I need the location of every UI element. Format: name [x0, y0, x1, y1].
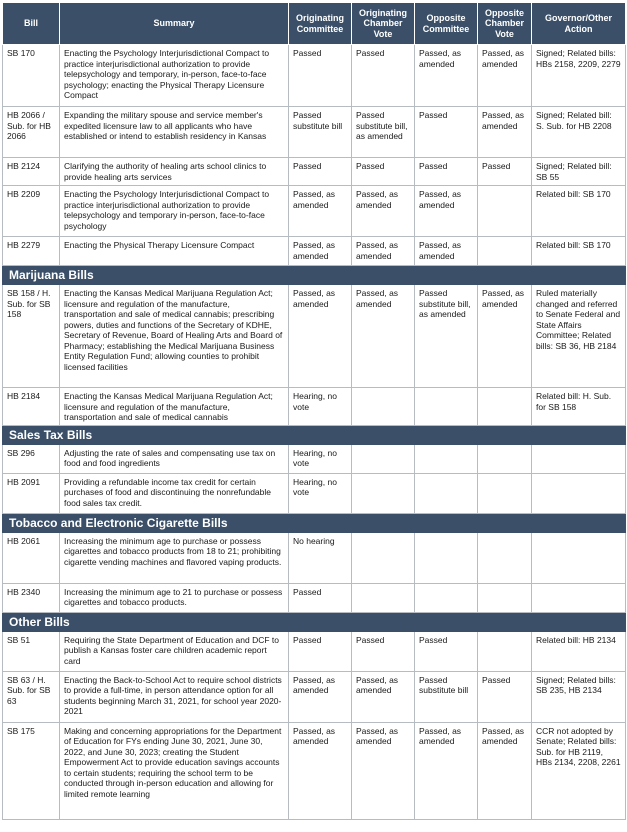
governor-other-action: Signed; Related bill: SB 55	[532, 158, 626, 186]
originating-committee: Passed	[289, 631, 352, 671]
opposite-chamber-vote: Passed, as amended	[478, 285, 532, 388]
governor-other-action: Signed; Related bills: HBs 2158, 2209, 2279	[532, 45, 626, 107]
bill-summary: Enacting the Kansas Medical Marijuana Regulation Act; licensure and regulation of the manufacture, transportation and sale of medical cannabis	[60, 388, 289, 426]
table-header-row	[3, 3, 626, 45]
originating-chamber-vote: Passed substitute bill, as amended	[352, 107, 415, 158]
originating-chamber-vote: Passed, as amended	[352, 237, 415, 266]
governor-other-action: Related bill: HB 2134	[532, 631, 626, 671]
governor-other-action: Signed; Related bill: S. Sub. for HB 2208	[532, 107, 626, 158]
governor-other-action: Signed; Related bills: SB 235, HB 2134	[532, 671, 626, 722]
header-governor-other-action: Governor/Other Action	[532, 3, 626, 45]
table-row	[3, 107, 626, 158]
bill-number: HB 2184	[3, 388, 60, 426]
originating-committee: Passed	[289, 45, 352, 107]
bill-summary: Increasing the minimum age to purchase or possess cigarettes and tobacco products from 18 to 21; prohibiting cigarette vending machines and flavored vaping products.	[60, 532, 289, 583]
table-row	[3, 158, 626, 186]
opposite-chamber-vote: Passed, as amended	[478, 107, 532, 158]
governor-other-action: Ruled materially changed and referred to Senate Federal and State Affairs Committee; Related bills: SB 36, HB 2184	[532, 285, 626, 388]
opposite-committee	[415, 473, 478, 513]
section-title: Sales Tax Bills	[3, 425, 626, 444]
originating-committee: Passed, as amended	[289, 671, 352, 722]
bill-number: SB 175	[3, 722, 60, 819]
originating-chamber-vote: Passed, as amended	[352, 186, 415, 237]
table-row	[3, 285, 626, 388]
originating-committee: Hearing, no vote	[289, 388, 352, 426]
originating-chamber-vote	[352, 532, 415, 583]
governor-other-action: Related bill: SB 170	[532, 186, 626, 237]
header-summary: Summary	[60, 3, 289, 45]
opposite-chamber-vote	[478, 444, 532, 473]
bill-summary: Enacting the Physical Therapy Licensure Compact	[60, 237, 289, 266]
table-row	[3, 532, 626, 583]
governor-other-action: Related bill: SB 170	[532, 237, 626, 266]
section-header-row	[3, 513, 626, 532]
table-row	[3, 473, 626, 513]
opposite-chamber-vote	[478, 532, 532, 583]
bill-number: HB 2061	[3, 532, 60, 583]
originating-chamber-vote: Passed	[352, 45, 415, 107]
opposite-committee: Passed, as amended	[415, 237, 478, 266]
originating-committee: Passed substitute bill	[289, 107, 352, 158]
table-row	[3, 186, 626, 237]
originating-chamber-vote: Passed	[352, 158, 415, 186]
opposite-committee: Passed, as amended	[415, 722, 478, 819]
originating-committee: Hearing, no vote	[289, 473, 352, 513]
opposite-committee	[415, 583, 478, 612]
originating-chamber-vote	[352, 388, 415, 426]
bill-summary: Providing a refundable income tax credit for certain purchases of food and discontinuing the nonrefundable food sales tax credit.	[60, 473, 289, 513]
opposite-committee: Passed, as amended	[415, 186, 478, 237]
bill-summary: Requiring the State Department of Education and DCF to publish a Kansas foster care children academic report card	[60, 631, 289, 671]
bill-status-table	[2, 2, 626, 820]
section-header-row	[3, 425, 626, 444]
table-row	[3, 237, 626, 266]
header-opposite-committee: Opposite Committee	[415, 3, 478, 45]
originating-chamber-vote: Passed, as amended	[352, 722, 415, 819]
bill-summary: Clarifying the authority of healing arts school clinics to provide healing arts services	[60, 158, 289, 186]
header-opposite-chamber-vote: Opposite Chamber Vote	[478, 3, 532, 45]
bill-number: SB 296	[3, 444, 60, 473]
section-title: Tobacco and Electronic Cigarette Bills	[3, 513, 626, 532]
opposite-committee: Passed substitute bill	[415, 671, 478, 722]
bill-summary: Adjusting the rate of sales and compensating use tax on food and food ingredients	[60, 444, 289, 473]
originating-chamber-vote	[352, 473, 415, 513]
opposite-chamber-vote: Passed	[478, 671, 532, 722]
table-row	[3, 45, 626, 107]
originating-committee: Hearing, no vote	[289, 444, 352, 473]
bill-summary: Enacting the Back-to-School Act to require school districts to provide a full-time, in person attendance option for all students beginning March 31, 2021, for school year 2020-2021	[60, 671, 289, 722]
governor-other-action	[532, 473, 626, 513]
bill-number: HB 2124	[3, 158, 60, 186]
section-header-row	[3, 266, 626, 285]
table-row	[3, 388, 626, 426]
originating-committee: Passed, as amended	[289, 237, 352, 266]
opposite-chamber-vote	[478, 583, 532, 612]
opposite-committee	[415, 444, 478, 473]
originating-committee: Passed, as amended	[289, 285, 352, 388]
table-row	[3, 671, 626, 722]
opposite-committee: Passed	[415, 107, 478, 158]
originating-committee: Passed	[289, 158, 352, 186]
opposite-chamber-vote	[478, 631, 532, 671]
bill-summary: Enacting the Kansas Medical Marijuana Regulation Act; licensure and regulation of the manufacture, transportation and sale of medical cannabis; prescribing powers, duties and functions of the Secretary of KDHE, Secretary of Revenue, Board of Healing Arts and Board of Pharmacy; establishing the Medical Marijuana Business Entity Regulation Fund; allowing counties to prohibit licensed facilities	[60, 285, 289, 388]
bill-summary: Increasing the minimum age to 21 to purchase or possess cigarettes and tobacco products.	[60, 583, 289, 612]
bill-number: SB 170	[3, 45, 60, 107]
section-title: Other Bills	[3, 612, 626, 631]
originating-chamber-vote: Passed	[352, 631, 415, 671]
section-title: Marijuana Bills	[3, 266, 626, 285]
opposite-chamber-vote: Passed, as amended	[478, 722, 532, 819]
originating-committee: Passed	[289, 583, 352, 612]
originating-committee: Passed, as amended	[289, 186, 352, 237]
table-row	[3, 583, 626, 612]
opposite-chamber-vote	[478, 186, 532, 237]
header-bill: Bill	[3, 3, 60, 45]
opposite-committee: Passed	[415, 631, 478, 671]
opposite-committee: Passed, as amended	[415, 45, 478, 107]
opposite-chamber-vote	[478, 473, 532, 513]
bill-summary: Expanding the military spouse and service member's expedited licensure law to all applicants who have established or intend to establish residency in Kansas	[60, 107, 289, 158]
bill-number: HB 2209	[3, 186, 60, 237]
opposite-chamber-vote: Passed, as amended	[478, 45, 532, 107]
bill-number: SB 158 / H. Sub. for SB 158	[3, 285, 60, 388]
originating-committee: Passed, as amended	[289, 722, 352, 819]
bill-number: HB 2279	[3, 237, 60, 266]
governor-other-action: Related bill: H. Sub. for SB 158	[532, 388, 626, 426]
opposite-chamber-vote	[478, 237, 532, 266]
bill-number: HB 2091	[3, 473, 60, 513]
bill-number: SB 63 / H. Sub. for SB 63	[3, 671, 60, 722]
opposite-chamber-vote	[478, 388, 532, 426]
originating-chamber-vote: Passed, as amended	[352, 671, 415, 722]
bill-summary: Enacting the Psychology Interjurisdictional Compact to practice interjurisdictional authorization to provide telepsychology and temporary in-person, face-to-face psychology	[60, 186, 289, 237]
section-header-row	[3, 612, 626, 631]
opposite-committee: Passed substitute bill, as amended	[415, 285, 478, 388]
bill-summary: Enacting the Psychology Interjurisdictional Compact to practice interjurisdictional authorization to provide telepsychology and temporary, in-person, face-to-face psychology; enacting the Physical Therapy Licensure Compact	[60, 45, 289, 107]
header-originating-committee: Originating Committee	[289, 3, 352, 45]
governor-other-action: CCR not adopted by Senate; Related bills: Sub. for HB 2119, HBs 2134, 2208, 2261	[532, 722, 626, 819]
opposite-chamber-vote: Passed	[478, 158, 532, 186]
opposite-committee	[415, 388, 478, 426]
originating-chamber-vote	[352, 583, 415, 612]
header-originating-chamber-vote: Originating Chamber Vote	[352, 3, 415, 45]
opposite-committee	[415, 532, 478, 583]
originating-chamber-vote	[352, 444, 415, 473]
governor-other-action	[532, 532, 626, 583]
opposite-committee: Passed	[415, 158, 478, 186]
bill-number: SB 51	[3, 631, 60, 671]
originating-committee: No hearing	[289, 532, 352, 583]
governor-other-action	[532, 583, 626, 612]
table-row	[3, 631, 626, 671]
table-row	[3, 722, 626, 819]
table-row	[3, 444, 626, 473]
governor-other-action	[532, 444, 626, 473]
bill-number: HB 2066 / Sub. for HB 2066	[3, 107, 60, 158]
originating-chamber-vote: Passed, as amended	[352, 285, 415, 388]
bill-number: HB 2340	[3, 583, 60, 612]
bill-summary: Making and concerning appropriations for the Department of Education for FYs ending June 30, 2021, June 30, 2022, and June 30, 2023; creating the Student Empowerment Act to provide education savings accounts to certain students; requiring the school term to be conducted through in-person education and allowing for limited remote learning	[60, 722, 289, 819]
